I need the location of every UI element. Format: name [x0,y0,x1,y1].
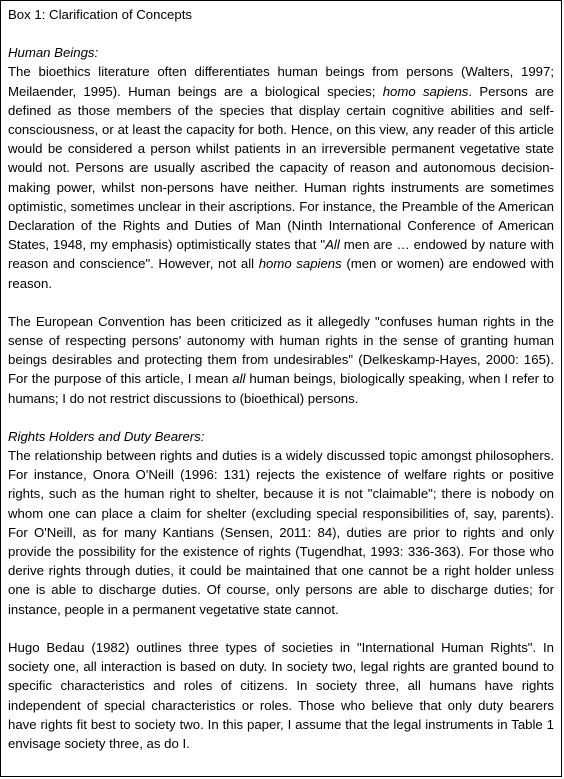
paragraph: The bioethics literature often differentiates human beings from persons (Walters, 1997; Meilaender, 1995). Human beings are a biological species; homo sapiens. Persons are defined as those members of the species that display certain cognitive abilities and self-consciousness, or at least the capacity for both. Hence, on this view, any reader of this article would be considered a person whilst patients in an irreversible permanent vegetative state would not. Persons are usually ascribed the capacity of reason and autonomous decision-making power, whilst non-persons have neither. Human rights instruments are sometimes optimistic, sometimes unclear in their ascriptions. For instance, the Preamble of the American Declaration of the Rights and Duties of Man (Ninth International Conference of American States, 1948, my emphasis) optimistically states that "All men are … endowed by nature with reason and conscience". However, not all homo sapiens (men or women) are endowed with reason. [8,64,555,291]
section-heading-rights-holders: Rights Holders and Duty Bearers: [8,428,205,444]
box-title: Box 1: Clarification of Concepts [8,7,192,22]
paragraph: Hugo Bedau (1982) outlines three types of societies in "International Human Rights". In society one, all interaction is based on duty. In society two, legal rights are granted bound to specific characteristics and roles of citizens. In society three, all humans have rights independent of special characteristics or roles. Those who believe that only duty bearers have rights fit best to society two. In this paper, I assume that the legal instruments in Table 1 envisage society three, as do I. [8,639,554,751]
section-heading-human-beings: Human Beings: [8,45,99,61]
paragraph: The relationship between rights and duties is a widely discussed topic amongst philosophers. For instance, Onora O'Neill (1996: 131) rejects the existence of welfare rights or positive rights, such as the human right to shelter, because it is not "claimable"; there is nobody on whom one can place a claim for shelter (excluding special responsibilities of, say, parents). For O'Neill, as for many Kantians (Sensen, 2011: 84), duties are prior to rights and only provide the possibility for the existence of rights (Tugendhat, 1993: 336-363). For those who derive rights through duties, it could be maintained that one cannot be a right holder unless one is able to discharge duties. Of course, only persons are able to discharge duties; for instance, people in a permanent vegetative state cannot. [8,448,554,617]
paragraph: The European Convention has been criticized as it allegedly "confuses human rights in the sense of respecting persons' autonomy with human rights in the sense of granting human beings desirables and protecting them from undesirables" (Delkeskamp-Hayes, 2000: 165). For the purpose of this article, I mean all human beings, biologically speaking, when I refer to humans; I do not restrict discussions to (bioethical) persons. [8,313,554,406]
